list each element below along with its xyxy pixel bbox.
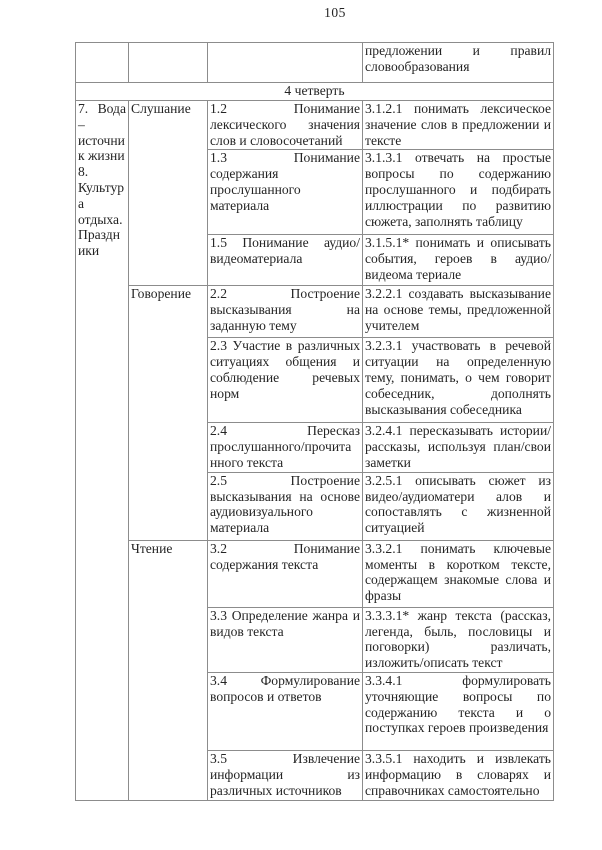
empty-skill-cell xyxy=(129,43,208,83)
objective-cell: 3.1.3.1 отвечать на простые вопросы по содержанию прослушанного и подбирать иллюстрации по развитию сюжета, заполнять таблицу xyxy=(363,150,554,235)
page-number: 105 xyxy=(324,5,346,20)
skill-cell: Чтение xyxy=(129,540,208,800)
topic-item: 7. Вода – источник жизни xyxy=(78,101,126,164)
topic-cell xyxy=(76,101,129,801)
objective-cell: 3.3.2.1 понимать ключевые моменты в коротком тексте, содержащем знакомые слова и фразы xyxy=(363,540,554,607)
empty-subskill-cell xyxy=(208,43,363,83)
objective-cell: 3.2.4.1 пересказывать истории/рассказы, используя план/свои заметки xyxy=(363,423,554,472)
subskill-cell: 2.4 Пересказ прослушанного/прочита нного текста xyxy=(208,423,363,472)
objective-cell: 3.2.3.1 участвовать в речевой ситуации на определенную тему, понимать, о чем говорит собеседник, дополнять высказывания собеседника xyxy=(363,338,554,423)
table-row xyxy=(76,101,554,150)
objective-cell: 3.3.4.1 формулировать уточняющие вопросы по содержанию текста и о поступках героев произведения xyxy=(363,672,554,750)
objective-cell: 3.3.5.1 находить и извлекать информацию в словарях и справочниках самостоятельно xyxy=(363,750,554,800)
skill-cell: Говорение xyxy=(129,286,208,540)
subskill-cell: 3.4 Формулирование вопросов и ответов xyxy=(208,672,363,750)
subskill-cell: 1.3 Понимание содержания прослушанного материала xyxy=(208,150,363,235)
subskill-cell: 3.3 Определение жанра и видов текста xyxy=(208,607,363,672)
quarter-header: 4 четверть xyxy=(76,83,554,101)
subskill-cell: 3.5 Извлечение информации из различных источников xyxy=(208,750,363,800)
subskill-cell: 3.2 Понимание содержания текста xyxy=(208,540,363,607)
objective-cell: 3.1.5.1* понимать и описывать события, героев в аудио/видеома териале xyxy=(363,235,554,286)
skill-cell: Слушание xyxy=(129,101,208,286)
subskill-cell: 2.2 Построение высказывания на заданную тему xyxy=(208,286,363,338)
objective-cell: 3.2.2.1 создавать высказывание на основе темы, предложенной учителем xyxy=(363,286,554,338)
subskill-cell: 1.2 Понимание лексического значения слов и словосочетаний xyxy=(208,101,363,150)
subskill-cell: 1.5 Понимание аудио/видеоматериала xyxy=(208,235,363,286)
table-row xyxy=(76,43,554,83)
subskill-cell: 2.5 Построение высказывания на основе аудиовизуального материала xyxy=(208,472,363,540)
table-row xyxy=(76,540,554,607)
subskill-cell: 2.3 Участие в различных ситуациях общения и соблюдение речевых норм xyxy=(208,338,363,423)
objective-cell: 3.3.3.1* жанр текста (рассказ, легенда, быль, пословицы и поговорки) различать, изложить/описать текст xyxy=(363,607,554,672)
objective-cell: 3.2.5.1 описывать сюжет из видео/аудиоматери алов и сопоставлять с жизненной ситуацией xyxy=(363,472,554,540)
quarter-row xyxy=(76,83,554,101)
table-row xyxy=(76,286,554,338)
objective-cell: предложении и правил словообразования xyxy=(363,43,554,83)
curriculum-table xyxy=(75,42,554,801)
objective-cell: 3.1.2.1 понимать лексическое значение слов в предложении и тексте xyxy=(363,101,554,150)
empty-topic-cell xyxy=(76,43,129,83)
topic-item: 8. Культура отдыха. Праздники xyxy=(78,164,125,259)
